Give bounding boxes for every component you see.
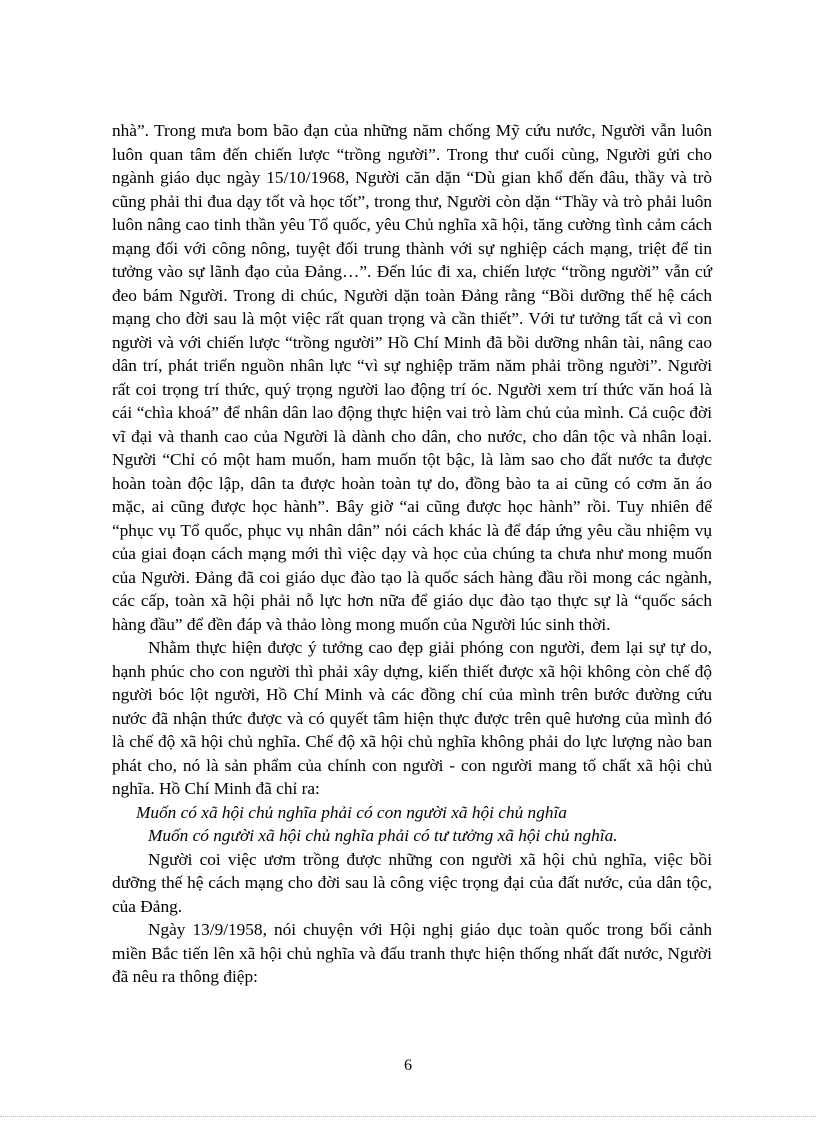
page-bottom-divider bbox=[0, 1116, 816, 1117]
quote-line-1: Muốn có xã hội chủ nghĩa phải có con người xã hội chủ nghĩa bbox=[136, 802, 567, 822]
paragraph-1958-conference: Ngày 13/9/1958, nói chuyện với Hội nghị giáo dục toàn quốc trong bối cảnh miền Bắc tiến lên xã hội chủ nghĩa và đấu tranh thực hiện thống nhất đất nước, Người đã nêu ra thông điệp: bbox=[112, 920, 712, 986]
paragraph-continued: nhà”. Trong mưa bom bão đạn của những năm chống Mỹ cứu nước, Người vẫn luôn luôn quan tâm đến chiến lược “trồng người”. Trong thư cuối cùng, Người gửi cho ngành giáo dục ngày 15/10/1968, Người căn dặn “Dù gian khổ đến đâu, thầy và trò cũng phải thi đua dạy tốt và học tốt”, trong thư, Người còn dặn “Thầy và trò phải luôn luôn nâng cao tinh thần yêu Tổ quốc, yêu Chủ nghĩa xã hội, tăng cường tình cảm cách mạng đối với công nông, tuyệt đối trung thành với sự nghiệp cách mạng, triệt để tin tưởng vào sự lãnh đạo của Đảng…”. Đến lúc đi xa, chiến lược “trồng người” vẫn cứ đeo bám Người. Trong di chúc, Người dặn toàn Đảng rằng “Bồi dưỡng thế hệ cách mạng cho đời sau là một việc rất quan trọng và cần thiết”. Với tư tưởng tất cả vì con người và với chiến lược “trồng người” Hồ Chí Minh đã bồi dưỡng nhân tài, nâng cao dân trí, phát triển nguồn nhân lực “vì sự nghiệp trăm năm phải trồng người”. Người rất coi trọng trí thức, quý trọng người lao động trí óc. Người xem trí thức văn hoá là cái “chìa khoá” để nhân dân lao động thực hiện vai trò làm chủ của mình. Cả cuộc đời vĩ đại và thanh cao của Người là dành cho dân, cho nước, cho dân tộc và nhân loại. Người “Chỉ có một ham muốn, ham muốn tột bậc, là làm sao cho đất nước ta được hoàn toàn độc lập, dân ta được hoàn toàn tự do, đồng bào ta ai cũng có cơm ăn áo mặc, ai cũng được học hành”. Bây giờ “ai cũng được học hành” rồi. Tuy nhiên để “phục vụ Tổ quốc, phục vụ nhân dân” nói cách khác là để đáp ứng yêu cầu nhiệm vụ của giai đoạn cách mạng mới thì việc dạy và học của chúng ta chưa như mong muốn của Người. Đảng đã coi giáo dục đào tạo là quốc sách hàng đầu rồi mong các ngành, các cấp, toàn xã hội phải nỗ lực hơn nữa để giáo dục đào tạo thực sự là “quốc sách hàng đầu” để đền đáp và thảo lòng mong muốn của Người lúc sinh thời. bbox=[112, 121, 712, 634]
quote-line-2: Muốn có người xã hội chủ nghĩa phải có tư tưởng xã hội chủ nghĩa. bbox=[148, 826, 618, 845]
page-number: 6 bbox=[404, 1057, 412, 1074]
paragraph-socialist-regime: Nhằm thực hiện được ý tưởng cao đẹp giải phóng con người, đem lại sự tự do, hạnh phúc cho con người thì phải xây dựng, kiến thiết được xã hội không còn chế độ người bóc lột người, Hồ Chí Minh và các đồng chí của mình trên bước đường cứu nước đã nhận thức được và có quyết tâm hiện thực được trên quê hương của mình đó là chế độ xã hội chủ nghĩa. Chế độ xã hội chủ nghĩa không phải do lực lượng nào ban phát cho, nó là sản phẩm của chính con người - con người mang tố chất xã hội chủ nghĩa. Hồ Chí Minh đã chỉ ra: bbox=[112, 638, 712, 798]
paragraph-cultivating-people: Người coi việc ươm trồng được những con người xã hội chủ nghĩa, việc bồi dưỡng thế hệ cách mạng cho đời sau là công việc trọng đại của đất nước, của dân tộc, của Đảng. bbox=[112, 849, 712, 916]
document-body bbox=[112, 119, 712, 989]
